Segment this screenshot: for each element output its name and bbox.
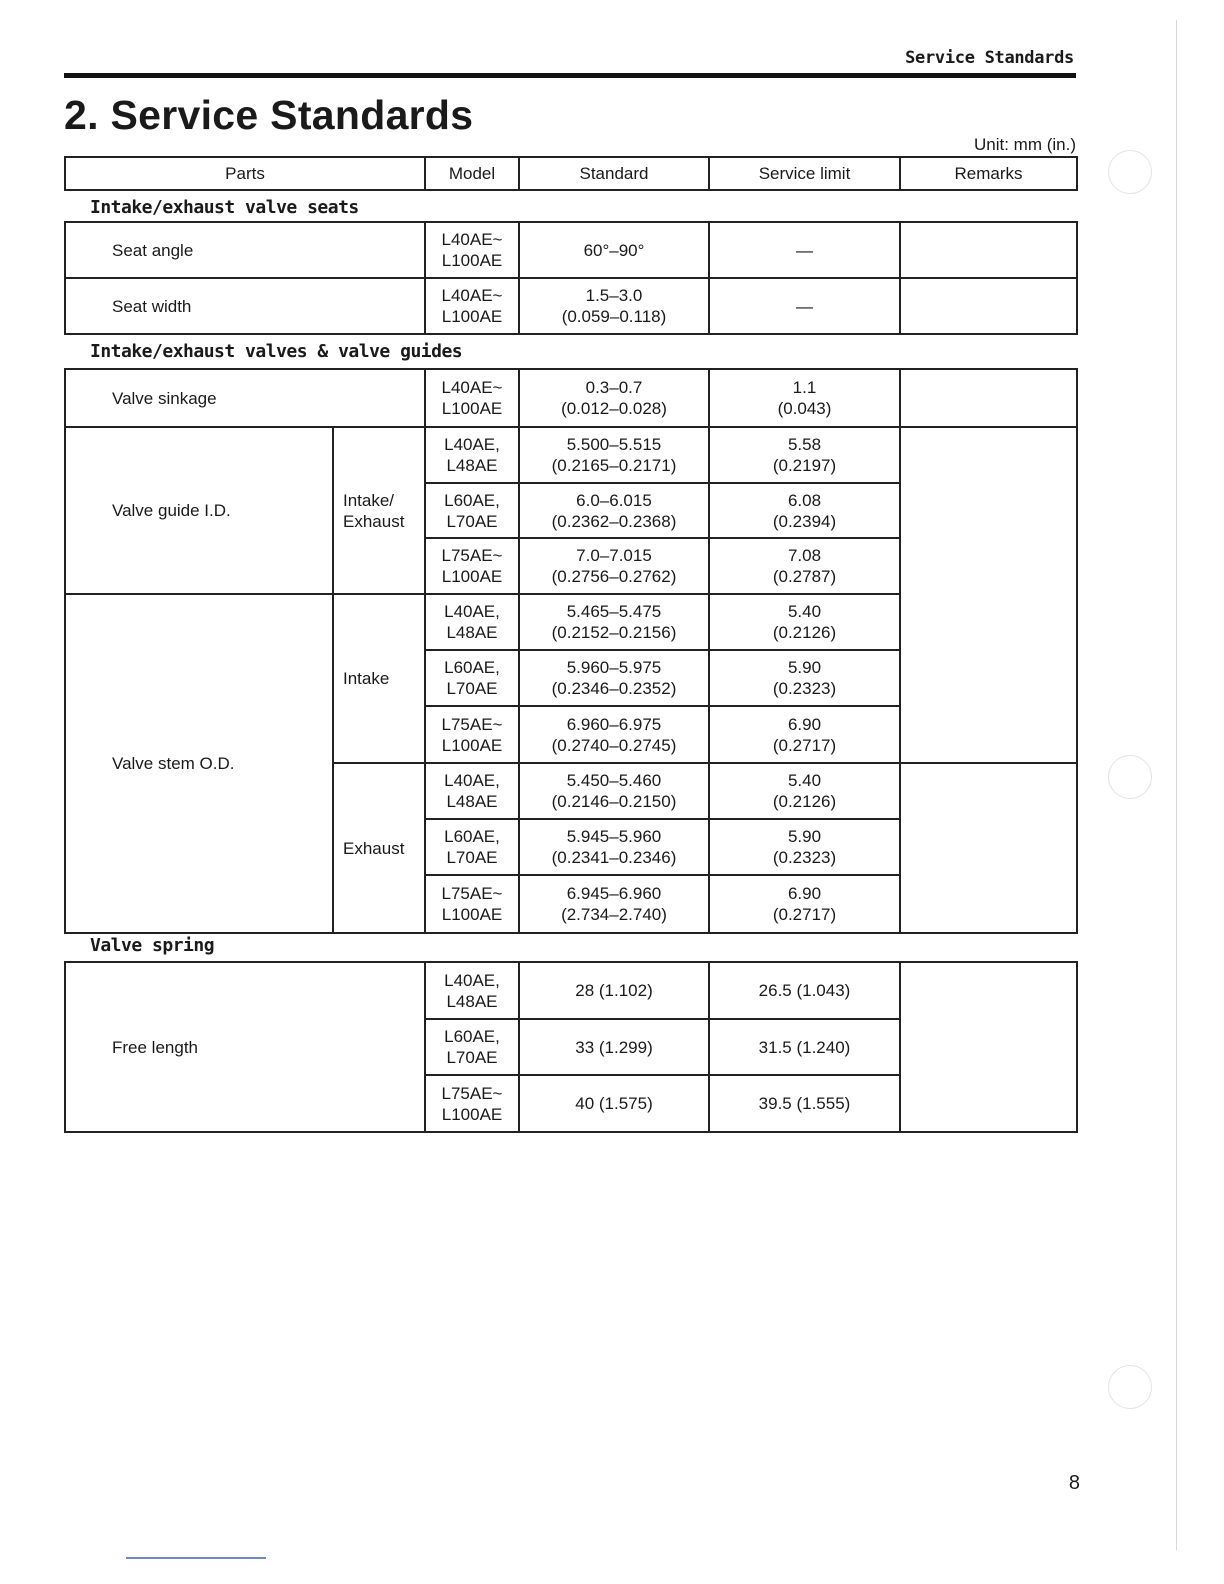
standard-cell: 6.0–6.015 (0.2362–0.2368) [519,483,709,538]
header-service-limit: Service limit [709,157,900,190]
limit-cell: 26.5 (1.043) [709,962,900,1019]
remarks-cell [900,427,1077,763]
model-cell: L75AE~ L100AE [425,538,519,594]
part-label: Valve guide I.D. [65,427,333,594]
model-cell: L40AE, L48AE [425,427,519,483]
model-cell: L60AE, L70AE [425,483,519,538]
standard-cell: 6.960–6.975 (0.2740–0.2745) [519,706,709,763]
standard-cell: 1.5–3.0 (0.059–0.118) [519,278,709,334]
model-cell: L60AE, L70AE [425,650,519,706]
limit-cell: 39.5 (1.555) [709,1075,900,1132]
limit-cell: 1.1 (0.043) [709,369,900,427]
limit-cell: 5.40 (0.2126) [709,763,900,819]
limit-cell: 7.08 (0.2787) [709,538,900,594]
remarks-cell [900,962,1077,1132]
table-row [65,222,1077,278]
punch-hole-bottom [1108,1365,1152,1409]
standard-cell: 40 (1.575) [519,1075,709,1132]
limit-cell: 6.08 (0.2394) [709,483,900,538]
header-model: Model [425,157,519,190]
table-row [65,427,1077,483]
standard-cell: 5.960–5.975 (0.2346–0.2352) [519,650,709,706]
header-rule [64,73,1076,78]
part-label: Seat angle [65,222,425,278]
remarks-cell [900,369,1077,427]
remarks-cell [900,222,1077,278]
standard-cell: 5.945–5.960 (0.2341–0.2346) [519,819,709,875]
limit-cell: 6.90 (0.2717) [709,706,900,763]
section-heading-spring: Valve spring [90,935,215,956]
model-cell: L60AE, L70AE [425,819,519,875]
remarks-cell [900,278,1077,334]
sub-label: Intake [333,594,425,763]
header-table [64,156,1078,191]
page-title: 2. Service Standards [64,92,474,138]
section-heading-valves: Intake/exhaust valves & valve guides [90,341,463,362]
limit-cell: 5.40 (0.2126) [709,594,900,650]
model-cell: L75AE~ L100AE [425,875,519,933]
sub-label: Intake/ Exhaust [333,427,425,594]
model-cell: L40AE, L48AE [425,594,519,650]
part-label: Valve stem O.D. [65,594,333,933]
spring-table [64,961,1078,1133]
standard-cell: 0.3–0.7 (0.012–0.028) [519,369,709,427]
standard-cell: 5.465–5.475 (0.2152–0.2156) [519,594,709,650]
punch-hole-middle [1108,755,1152,799]
standard-cell: 33 (1.299) [519,1019,709,1075]
valves-table [64,368,1078,934]
header-parts: Parts [65,157,425,190]
standard-cell: 28 (1.102) [519,962,709,1019]
running-head: Service Standards [905,48,1074,68]
model-cell: L75AE~ L100AE [425,1075,519,1132]
limit-cell: 5.58 (0.2197) [709,427,900,483]
model-cell: L75AE~ L100AE [425,706,519,763]
section-heading-seats: Intake/exhaust valve seats [90,197,359,218]
binding-edge-line [1176,20,1177,1550]
part-label: Seat width [65,278,425,334]
page-number: 8 [1068,1472,1080,1494]
model-cell: L40AE~ L100AE [425,369,519,427]
limit-cell: 5.90 (0.2323) [709,650,900,706]
standard-cell: 6.945–6.960 (2.734–2.740) [519,875,709,933]
model-cell: L60AE, L70AE [425,1019,519,1075]
standard-cell: 60°–90° [519,222,709,278]
model-cell: L40AE~ L100AE [425,222,519,278]
table-row [65,278,1077,334]
model-cell: L40AE~ L100AE [425,278,519,334]
standard-cell: 7.0–7.015 (0.2756–0.2762) [519,538,709,594]
part-label: Valve sinkage [65,369,425,427]
limit-cell: 31.5 (1.240) [709,1019,900,1075]
footer-mark [126,1557,266,1559]
limit-cell: — [709,222,900,278]
model-cell: L40AE, L48AE [425,763,519,819]
model-cell: L40AE, L48AE [425,962,519,1019]
table-row [65,962,1077,1019]
limit-cell: — [709,278,900,334]
remarks-cell [900,763,1077,933]
punch-hole-top [1108,150,1152,194]
limit-cell: 5.90 (0.2323) [709,819,900,875]
part-label: Free length [65,962,425,1132]
unit-note: Unit: mm (in.) [974,135,1076,154]
header-remarks: Remarks [900,157,1077,190]
standard-cell: 5.450–5.460 (0.2146–0.2150) [519,763,709,819]
table-row [65,369,1077,427]
seats-table [64,221,1078,335]
header-standard: Standard [519,157,709,190]
limit-cell: 6.90 (0.2717) [709,875,900,933]
standard-cell: 5.500–5.515 (0.2165–0.2171) [519,427,709,483]
sub-label: Exhaust [333,763,425,933]
